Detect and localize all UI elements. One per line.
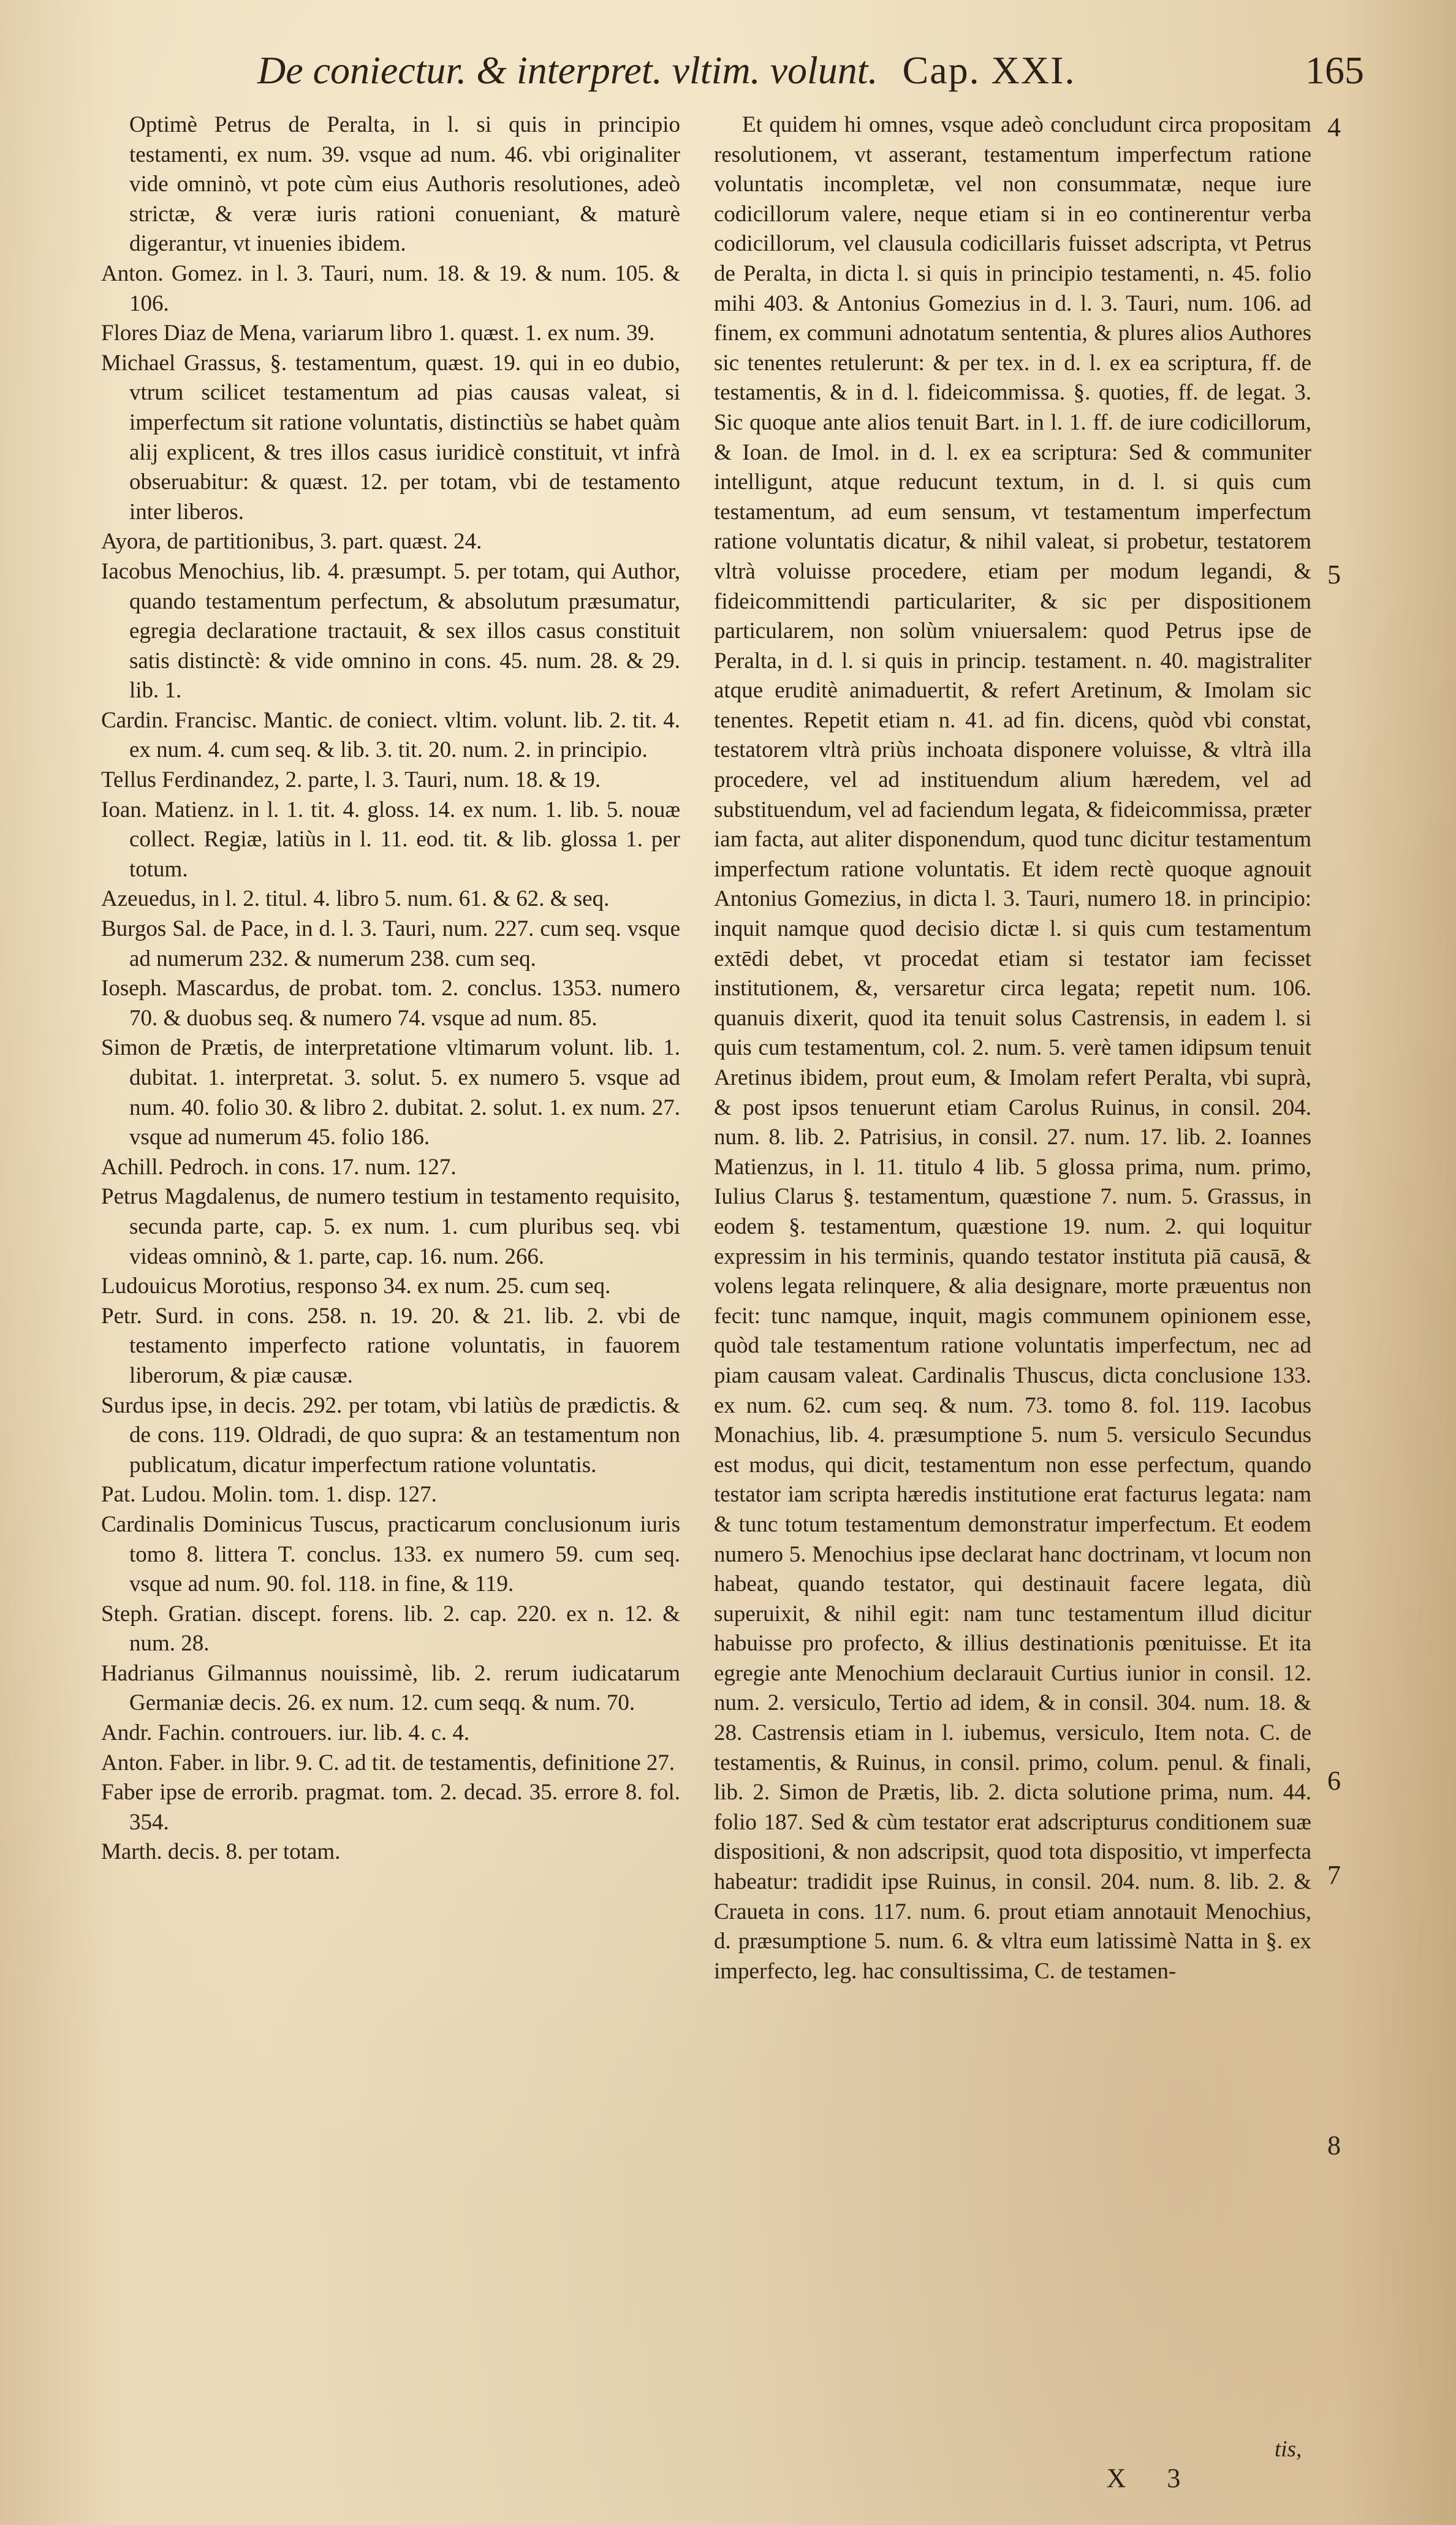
citation-paragraph: Petr. Surd. in cons. 258. n. 19. 20. & 21. lib. 2. vbi de testamento imperfecto ratione voluntatis, in fauorem liberorum, & piæ causæ. <box>101 1303 680 1388</box>
margin-number: 4 <box>1327 112 1341 142</box>
margin-number: 5 <box>1327 560 1341 590</box>
citation-paragraph: Flores Diaz de Mena, variarum libro 1. quæst. 1. ex num. 39. <box>101 321 655 346</box>
citation-paragraph: Petrus Magdalenus, de numero testium in testamento requisito, secunda parte, cap. 5. ex num. 1. cum pluribus seq. vbi videas omninò, & 1. parte, cap. 16. num. 266. <box>101 1184 680 1269</box>
citation-paragraph: Marth. decis. 8. per totam. <box>101 1839 341 1865</box>
citation-paragraph: Anton. Gomez. in l. 3. Tauri, num. 18. & 19. & num. 105. & 106. <box>101 260 680 316</box>
body-paragraph: Et quidem hi omnes, vsque adeò concludunt circa propositam resolutionem, vt asserant, testamentum imperfectum ratione voluntatis incompletæ, vel non consummatæ, neque iure codicillorum valere, neque etiam si in eo continerentur verba codicillorum, vel clausula codicillaris fuisset adscripta, vt Petrus de Peralta, in dicta l. si quis in principio testamenti, n. 45. folio mihi 403. & Antonius Gomezius in d. l. 3. Tauri, num. 106. ad finem, ex communi adnotatum sententia, & plures alios Authores sic tenentes retulerunt: & per tex. in d. l. ex ea scriptura, ff. de testamentis, & in d. l. fideicommissa. §. quoties, ff. de legat. 3. Sic quoque ante alios tenuit Bart. in l. 1. ff. de iure codicillorum, & Ioan. de Imol. in d. l. ex ea scriptura: Sed & communiter intelligunt, atque reducunt textum, in d. l. si quis cum testamentum, ad eum sensum, vt testamentum imperfectum ratione voluntatis dicatur, & nihil valeat, si probetur, testatorem vltrà voluisse procedere, etiam per modum legandi, & fideicommittendi particulariter, & sic per dispositionem particularem, non solùm vniuersalem: quod Petrus ipse de Peralta, in d. l. si quis in princip. testament. n. 40. magistraliter atque eruditè animaduertit, & refert Aretinum, & Imolam sic tenentes. Repetit etiam n. 41. ad fin. dicens, quòd vbi constat, testatorem vltrà priùs inchoata disponere voluisse, & vltrà illa procedere, vel ad instituendum alium hæredem, vel ad substituendum, vel ad faciendum legata, & fideicommissa, præter iam facta, aut aliter disponendum, quod tunc dicitur testamentum imperfectum ratione voluntatis. Et idem rectè quoque agnouit Antonius Gomezius, in dicta l. 3. Tauri, numero 18. in principio: inquit namque quod decisio dictæ l. si quis cum testamentum extēdi debet, vt procedat etiam si testator iam fecisset institutionem, &, versaretur circa legata; repetit num. 106. quanuis dixerit, quod ita tenuit solus Castrensis, in eadem l. si quis cum testamentum, col. 2. num. 5. verè tamen idipsum tenuit Aretinus ibidem, prout eum, & Imolam refert Peralta, vbi suprà, & post ipsos tenuerunt etiam Carolus Ruinus, in consil. 204. num. 8. lib. 2. Patrisius, in consil. 27. num. 17. lib. 2. Ioannes Matienzus, in l. 11. titulo 4 lib. 5 glossa prima, num. primo, Iulius Clarus §. testamentum, quæstione 7. num. 5. Grassus, in eodem §. testamentum, quæstione 19. num. 2. qui loquitur expressim in his terminis, quando testator instituta piā causā, & volens legata relinquere, & alia designare, morte præuentus non fecit: tunc namque, inquit, magis communem opinionem esse, quòd tale testamentum ratione voluntatis imperfectum, nec ad piam causam valeat. Cardinalis Thuscus, dicta conclusione 133. ex num. 62. cum seq. & num. 73. tomo 8. fol. 119. Iacobus Monachius, lib. 4. præsumptione 5. num 5. versiculo Secundus est modus, qui dicit, testamentum non esse perfectum, quando testator iam scripta hæredis institutione erat facturus legata: nam & tunc totum testamentum demonstratur imperfectum. Et eodem numero 5. Menochius ipse declarat hanc doctrinam, vt locum non habeat, quando testator, qui destinauit facere legata, diù superuixit, & nihil egit: nam tunc testamentum illud dicitur habuisse pro profecto, & illius destinationis pœnituisse. Et ita egregie ante Menochium declarauit Curtius iunior in consil. 12. num. 2. versiculo, Tertio ad idem, & in consil. 304. num. 18. & 28. Castrensis etiam in l. iubemus, versiculo, Item nota. C. de testamentis, & Ruinus, in consil. primo, colum. penul. & finali, lib. 2. Simon de Prætis, lib. 2. dicta solutione prima, num. 44. folio 187. Sed & cùm testator erat adscripturus conditionem suæ dispositioni, & non adscripsit, quod tota dispositio, vt imperfecta habeatur: tradidit ipse Ruinus, in consil. 204. num. 8. lib. 2. & Craueta in cons. 117. num. 6. prout etiam annotauit Menochius, d. præsumptione 5. num. 6. & vltra eum latissimè Natta in §. ex imperfecto, leg. hac consultissima, C. de testamen- <box>714 112 1311 1984</box>
citation-paragraph: Optimè Petrus de Peralta, in l. si quis in principio testamenti, ex num. 39. vsque ad num. 46. vbi originaliter vide omninò, vt pote cùm eius Authoris resolutiones, adeò strictæ, & veræ iuris rationi conueniant, & maturè digerantur, vt inuenies ibidem. <box>129 112 680 257</box>
citation-paragraph: Ludouicus Morotius, responso 34. ex num. 25. cum seq. <box>101 1274 611 1299</box>
citation-paragraph: Ayora, de partitionibus, 3. part. quæst. 24. <box>101 529 482 555</box>
page-number: 165 <box>1305 48 1364 92</box>
left-column <box>101 110 680 2451</box>
citation-paragraph: Simon de Prætis, de interpretatione vltimarum volunt. lib. 1. dubitat. 1. interpretat. 3. solut. 5. ex numero 5. vsque ad num. 40. folio 30. & libro 2. dubitat. 2. solut. 1. ex num. 27. vsque ad numerum 45. folio 186. <box>101 1035 680 1150</box>
right-column <box>714 110 1311 2451</box>
citation-paragraph: Achill. Pedroch. in cons. 17. num. 127. <box>101 1154 457 1180</box>
citation-paragraph: Burgos Sal. de Pace, in d. l. 3. Tauri, num. 227. cum seq. vsque ad numerum 232. & numerum 238. cum seq. <box>101 916 680 971</box>
citation-paragraph: Tellus Ferdinandez, 2. parte, l. 3. Tauri, num. 18. & 19. <box>101 767 601 793</box>
citation-paragraph: Anton. Faber. in libr. 9. C. ad tit. de testamentis, definitione 27. <box>101 1750 675 1775</box>
citation-paragraph: Faber ipse de errorib. pragmat. tom. 2. decad. 35. errore 8. fol. 354. <box>101 1780 680 1835</box>
citation-paragraph: Ioan. Matienz. in l. 1. tit. 4. gloss. 14. ex num. 1. lib. 5. nouæ collect. Regiæ, latiùs in l. 11. eod. tit. & lib. glossa 1. per totum. <box>101 797 680 882</box>
citation-paragraph: Ioseph. Mascardus, de probat. tom. 2. conclus. 1353. numero 70. & duobus seq. & numero 74. vsque ad num. 85. <box>101 976 680 1031</box>
catchword: tis, <box>1275 2437 1302 2462</box>
citation-paragraph: Cardin. Francisc. Mantic. de coniect. vltim. volunt. lib. 2. tit. 4. ex num. 4. cum seq. & lib. 3. tit. 20. num. 2. in principio. <box>101 707 680 763</box>
citation-paragraph: Cardinalis Dominicus Tuscus, practicarum conclusionum iuris tomo 8. littera T. conclus. 133. ex numero 59. cum seq. vsque ad num. 90. fol. 118. in fine, & 119. <box>101 1511 680 1597</box>
citation-paragraph: Azeuedus, in l. 2. titul. 4. libro 5. num. 61. & 62. & seq. <box>101 886 610 912</box>
citation-paragraph: Pat. Ludou. Molin. tom. 1. disp. 127. <box>101 1482 437 1508</box>
margin-number: 7 <box>1327 1860 1341 1890</box>
citation-paragraph: Steph. Gratian. discept. forens. lib. 2. cap. 220. ex n. 12. & num. 28. <box>101 1601 680 1657</box>
citation-paragraph: Hadrianus Gilmannus nouissimè, lib. 2. rerum iudicatarum Germaniæ decis. 26. ex num. 12. cum seqq. & num. 70. <box>101 1660 680 1716</box>
citation-paragraph: Iacobus Menochius, lib. 4. præsumpt. 5. per totam, qui Author, quando testamentum perfectum, & absolutum præsumatur, egregia declaratione tractauit, & sex illos casus constituit satis distinctè: & vide omnino in cons. 45. num. 28. & 29. lib. 1. <box>101 558 680 704</box>
signature-mark: X 3 <box>1106 2463 1198 2493</box>
citation-paragraph: Andr. Fachin. controuers. iur. lib. 4. c. 4. <box>101 1720 470 1746</box>
running-head-title: De coniectur. & interpret. vltim. volunt. <box>257 48 878 92</box>
citation-paragraph: Surdus ipse, in decis. 292. per totam, vbi latiùs de prædictis. & de cons. 119. Oldradi, de quo supra: & an testamentum non publicatum, dicatur imperfectum ratione voluntatis. <box>101 1392 680 1478</box>
margin-number: 6 <box>1327 1766 1341 1796</box>
chapter-label: Cap. XXI. <box>902 48 1076 92</box>
citation-paragraph: Michael Grassus, §. testamentum, quæst. 19. qui in eo dubio, vtrum scilicet testamentum ad pias causas valeat, si imperfectum sit ratione voluntatis, distinctiùs se habet quàm alij explicent, & tres illos casus iuridicè constituit, vt infrà obseruabitur: & quæst. 12. per totam, vbi de testamento inter liberos. <box>101 350 680 525</box>
margin-number: 8 <box>1327 2130 1341 2160</box>
running-head <box>257 37 1268 104</box>
